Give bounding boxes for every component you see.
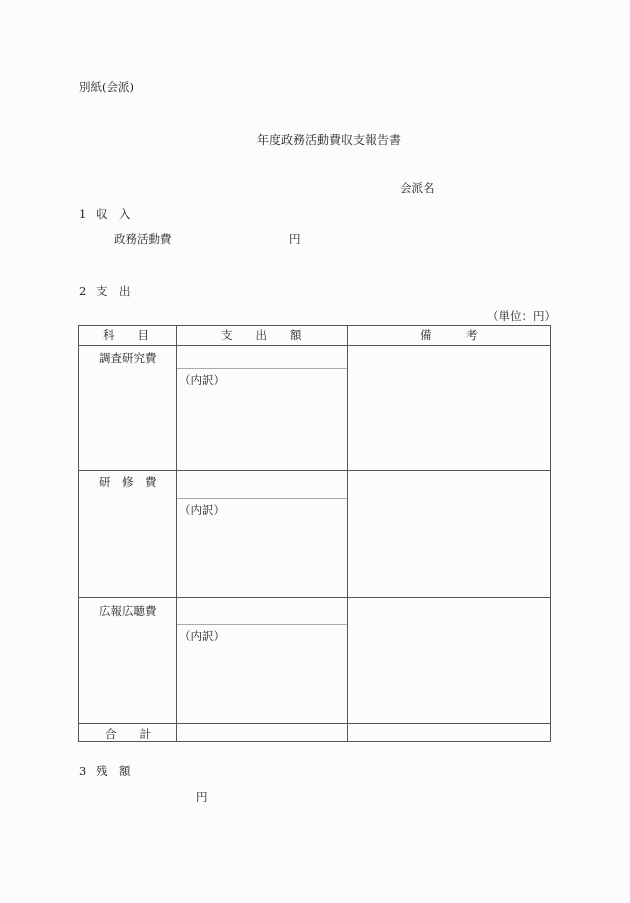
breakdown-label-training: （内訳） (179, 503, 225, 517)
expenditure-table (78, 325, 551, 742)
category-research: 調査研究費 (99, 351, 157, 365)
breakdown-label-research: （内訳） (179, 373, 225, 387)
column-header-category: 科 目 (103, 328, 149, 342)
section3-heading: 残 額 (96, 764, 131, 778)
income-unit: 円 (289, 232, 301, 246)
total-amount-field[interactable] (177, 724, 347, 741)
attachment-label: 別紙(会派) (79, 80, 134, 94)
section1-number: 1 (79, 207, 87, 221)
amount-field-training[interactable] (177, 471, 347, 498)
remarks-field-training[interactable] (348, 471, 550, 597)
total-label: 合 計 (105, 727, 151, 741)
breakdown-label-pr: （内訳） (179, 629, 225, 643)
unit-note: （単位：円） (487, 309, 556, 323)
category-training: 研 修 費 (99, 475, 157, 489)
balance-value-field[interactable] (95, 788, 195, 804)
amount-field-pr[interactable] (177, 598, 347, 624)
remarks-field-pr[interactable] (348, 598, 550, 723)
section3-number: 3 (79, 764, 87, 778)
col-divider (176, 326, 177, 741)
section2-number: 2 (79, 284, 87, 298)
amount-subdivider (177, 368, 347, 369)
section1-heading: 収 入 (96, 207, 131, 221)
faction-name-label: 会派名 (400, 181, 435, 195)
amount-field-research[interactable] (177, 346, 347, 368)
income-item-label: 政務活動費 (114, 232, 172, 246)
report-title: 年度政務活動費収支報告書 (257, 133, 402, 147)
total-remarks-field[interactable] (348, 724, 550, 741)
balance-unit: 円 (196, 790, 208, 804)
amount-subdivider (177, 498, 347, 499)
amount-subdivider (177, 624, 347, 625)
remarks-field-research[interactable] (348, 346, 550, 470)
category-pr: 広報広聴費 (99, 604, 157, 618)
section2-heading: 支 出 (96, 284, 131, 298)
income-value-field[interactable] (185, 231, 285, 247)
column-header-amount: 支 出 額 (221, 328, 302, 342)
column-header-remarks: 備 考 (420, 328, 478, 342)
